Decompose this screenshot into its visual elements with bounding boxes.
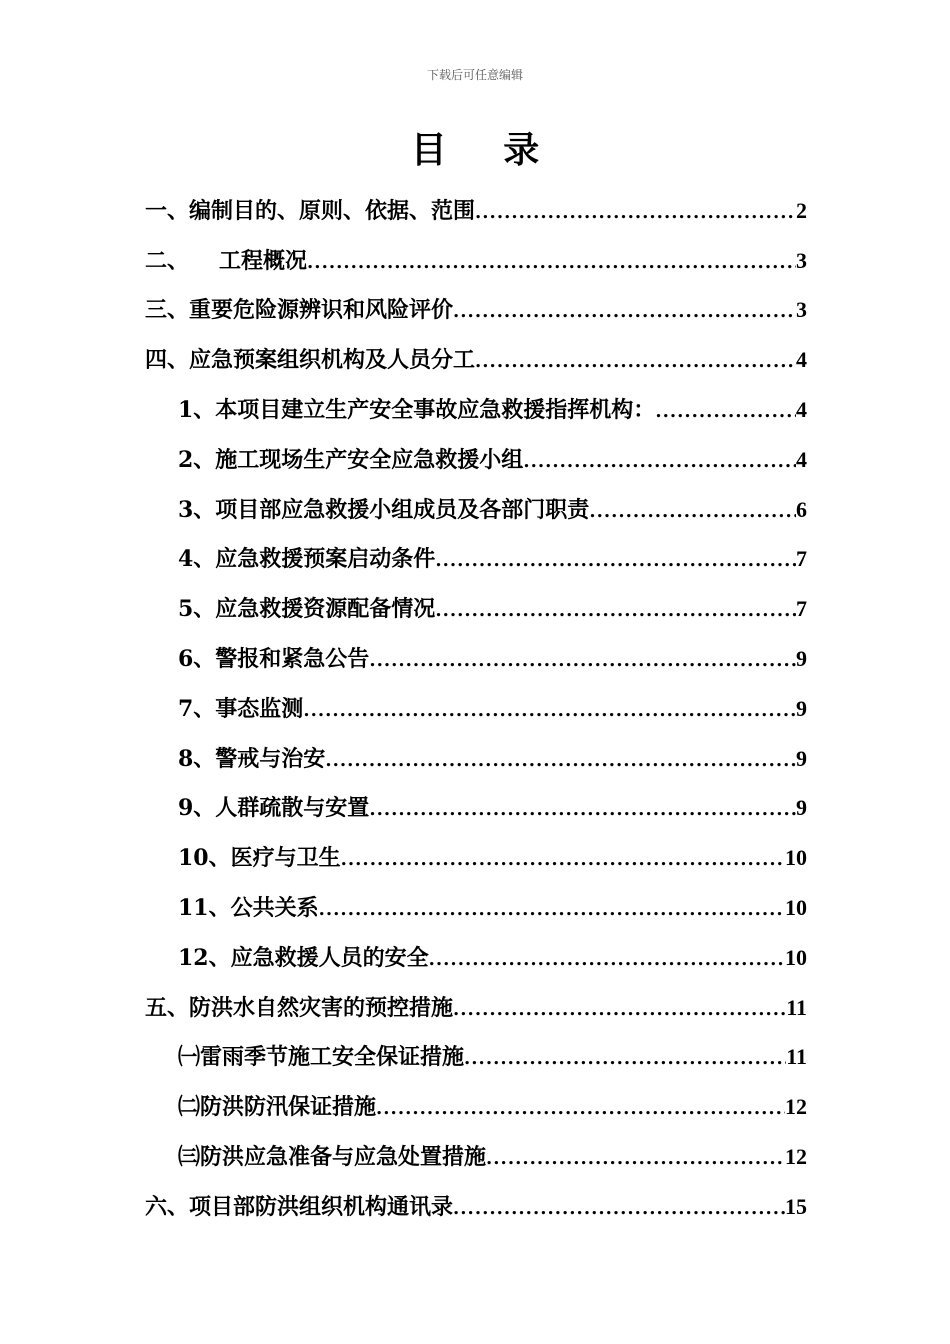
toc-entry-label (178, 745, 326, 776)
toc-entry[interactable] (145, 377, 807, 427)
toc-dot-leader (319, 901, 785, 925)
toc-entry[interactable] (145, 676, 807, 726)
toc-page-number: 4 (796, 396, 807, 422)
toc-page-number: 2 (796, 197, 807, 223)
toc-entry-label-text: ㈡防洪防汛保证措施 (178, 1094, 377, 1121)
toc-page-number: 7 (796, 546, 807, 572)
toc-entry-label (178, 1096, 376, 1124)
toc-dot-leader (475, 204, 796, 228)
toc-page-number: 12 (785, 1143, 807, 1169)
toc-dot-leader (369, 801, 796, 825)
toc-dot-leader (435, 602, 796, 626)
toc-entry[interactable] (145, 178, 807, 228)
toc-entry-label (145, 197, 476, 228)
table-of-contents (145, 178, 807, 1224)
toc-entry-label-text: 12、应急救援人员的安全 (178, 944, 429, 971)
toc-entry-label-text: 3、项目部应急救援小组成员及各部门职责 (178, 496, 590, 523)
toc-dot-leader (303, 702, 796, 726)
toc-entry-label-text: ㈢防洪应急准备与应急处置措施 (178, 1143, 487, 1170)
toc-entry[interactable] (145, 278, 807, 328)
toc-page-number: 10 (785, 944, 807, 970)
toc-dot-leader (589, 503, 796, 527)
toc-entry-label-text: 4、应急救援预案启动条件 (178, 546, 436, 573)
toc-entry-label (178, 1046, 464, 1074)
toc-entry[interactable] (145, 1124, 807, 1174)
toc-entry-label (178, 847, 341, 875)
toc-page-number: 7 (796, 596, 807, 622)
toc-entry-label-text: 7、事态监测 (178, 695, 304, 722)
toc-dot-leader (376, 1100, 785, 1124)
toc-entry-label-text: 10、医疗与卫生 (178, 845, 341, 872)
toc-entry[interactable] (145, 975, 807, 1025)
toc-dot-leader (464, 1050, 786, 1074)
toc-entry-label (145, 1193, 454, 1224)
toc-page-number: 10 (785, 845, 807, 871)
toc-entry-label (145, 994, 454, 1025)
toc-page-number: 10 (785, 894, 807, 920)
toc-entry[interactable] (145, 527, 807, 577)
toc-dot-leader (523, 453, 796, 477)
toc-entry-label-text: 三、重要危险源辨识和风险评价 (145, 297, 454, 324)
toc-entry-label (178, 894, 319, 925)
toc-dot-leader (475, 353, 796, 377)
toc-entry-label (145, 247, 308, 278)
toc-page-number: 4 (796, 347, 807, 373)
toc-entry[interactable] (145, 626, 807, 676)
toc-entry-label (178, 797, 369, 825)
toc-entry[interactable] (145, 228, 807, 278)
toc-page-number: 9 (796, 745, 807, 771)
toc-dot-leader (453, 1200, 785, 1224)
toc-entry-label (178, 548, 435, 576)
toc-entry-label (145, 299, 453, 327)
toc-page-number: 11 (786, 994, 807, 1020)
toc-dot-leader (453, 1001, 786, 1025)
toc-entry[interactable] (145, 726, 807, 776)
toc-entry-label (178, 1143, 487, 1174)
toc-entry[interactable] (145, 1025, 807, 1075)
toc-entry[interactable] (145, 327, 807, 377)
toc-entry[interactable] (145, 925, 807, 975)
toc-page-number: 9 (796, 795, 807, 821)
toc-entry[interactable] (145, 776, 807, 826)
toc-dot-leader (453, 303, 796, 327)
toc-page-number: 9 (796, 645, 807, 671)
toc-entry-label (178, 645, 370, 676)
toc-entry[interactable] (145, 825, 807, 875)
toc-page-number: 6 (796, 496, 807, 522)
toc-entry-label (178, 446, 524, 477)
toc-entry[interactable] (145, 875, 807, 925)
toc-dot-leader (429, 951, 785, 975)
toc-entry-label-text: 四、应急预案组织机构及人员分工 (145, 347, 476, 374)
toc-entry-label-text: 六、项目部防洪组织机构通讯录 (145, 1193, 454, 1220)
page-title: 目 录 (410, 129, 562, 171)
toc-entry-label-text: 五、防洪水自然灾害的预控措施 (145, 994, 454, 1021)
toc-entry-label (178, 695, 304, 726)
toc-entry-label (178, 598, 435, 626)
page-header: 下载后可任意编辑 (426, 68, 523, 82)
toc-entry[interactable] (145, 576, 807, 626)
toc-page-number: 11 (786, 1044, 807, 1070)
toc-dot-leader (325, 752, 796, 776)
toc-entry-label (178, 944, 429, 975)
toc-entry-label-text: 9、人群疏散与安置 (178, 795, 370, 822)
toc-page-number: 15 (785, 1193, 807, 1219)
toc-entry-label-text: 二、 (145, 247, 190, 274)
toc-entry-label-rest: 工程概况 (219, 247, 308, 274)
toc-entry-label-text: 一、编制目的、原则、依据、范围 (145, 197, 476, 224)
toc-page-number: 4 (796, 446, 807, 472)
toc-entry-label-text: ㈠雷雨季节施工安全保证措施 (178, 1044, 465, 1071)
toc-entry-label-text: 5、应急救援资源配备情况 (178, 596, 436, 623)
toc-dot-leader (307, 254, 796, 278)
toc-entry[interactable] (145, 477, 807, 527)
toc-entry-label-text: 11、公共关系 (178, 894, 319, 921)
toc-entry-label-text: 6、警报和紧急公告 (178, 645, 370, 672)
toc-dot-leader (486, 1150, 785, 1174)
toc-dot-leader (655, 403, 796, 427)
toc-entry[interactable] (145, 1174, 807, 1224)
toc-page-number: 9 (796, 695, 807, 721)
toc-page-number: 3 (796, 297, 807, 323)
toc-page-number: 3 (796, 247, 807, 273)
toc-entry-label-text: 2、施工现场生产安全应急救援小组 (178, 446, 524, 473)
toc-entry-label-text: 1、本项目建立生产安全事故应急救援指挥机构： (178, 396, 656, 423)
toc-entry-label-text: 8、警戒与治安 (178, 745, 326, 772)
toc-entry-label (145, 349, 475, 377)
toc-entry[interactable] (145, 427, 807, 477)
toc-entry-label (178, 496, 590, 527)
toc-entry-label (178, 396, 656, 427)
toc-page-number: 12 (785, 1094, 807, 1120)
toc-dot-leader (341, 851, 785, 875)
toc-dot-leader (435, 552, 796, 576)
toc-entry[interactable] (145, 1074, 807, 1124)
toc-dot-leader (369, 652, 796, 676)
